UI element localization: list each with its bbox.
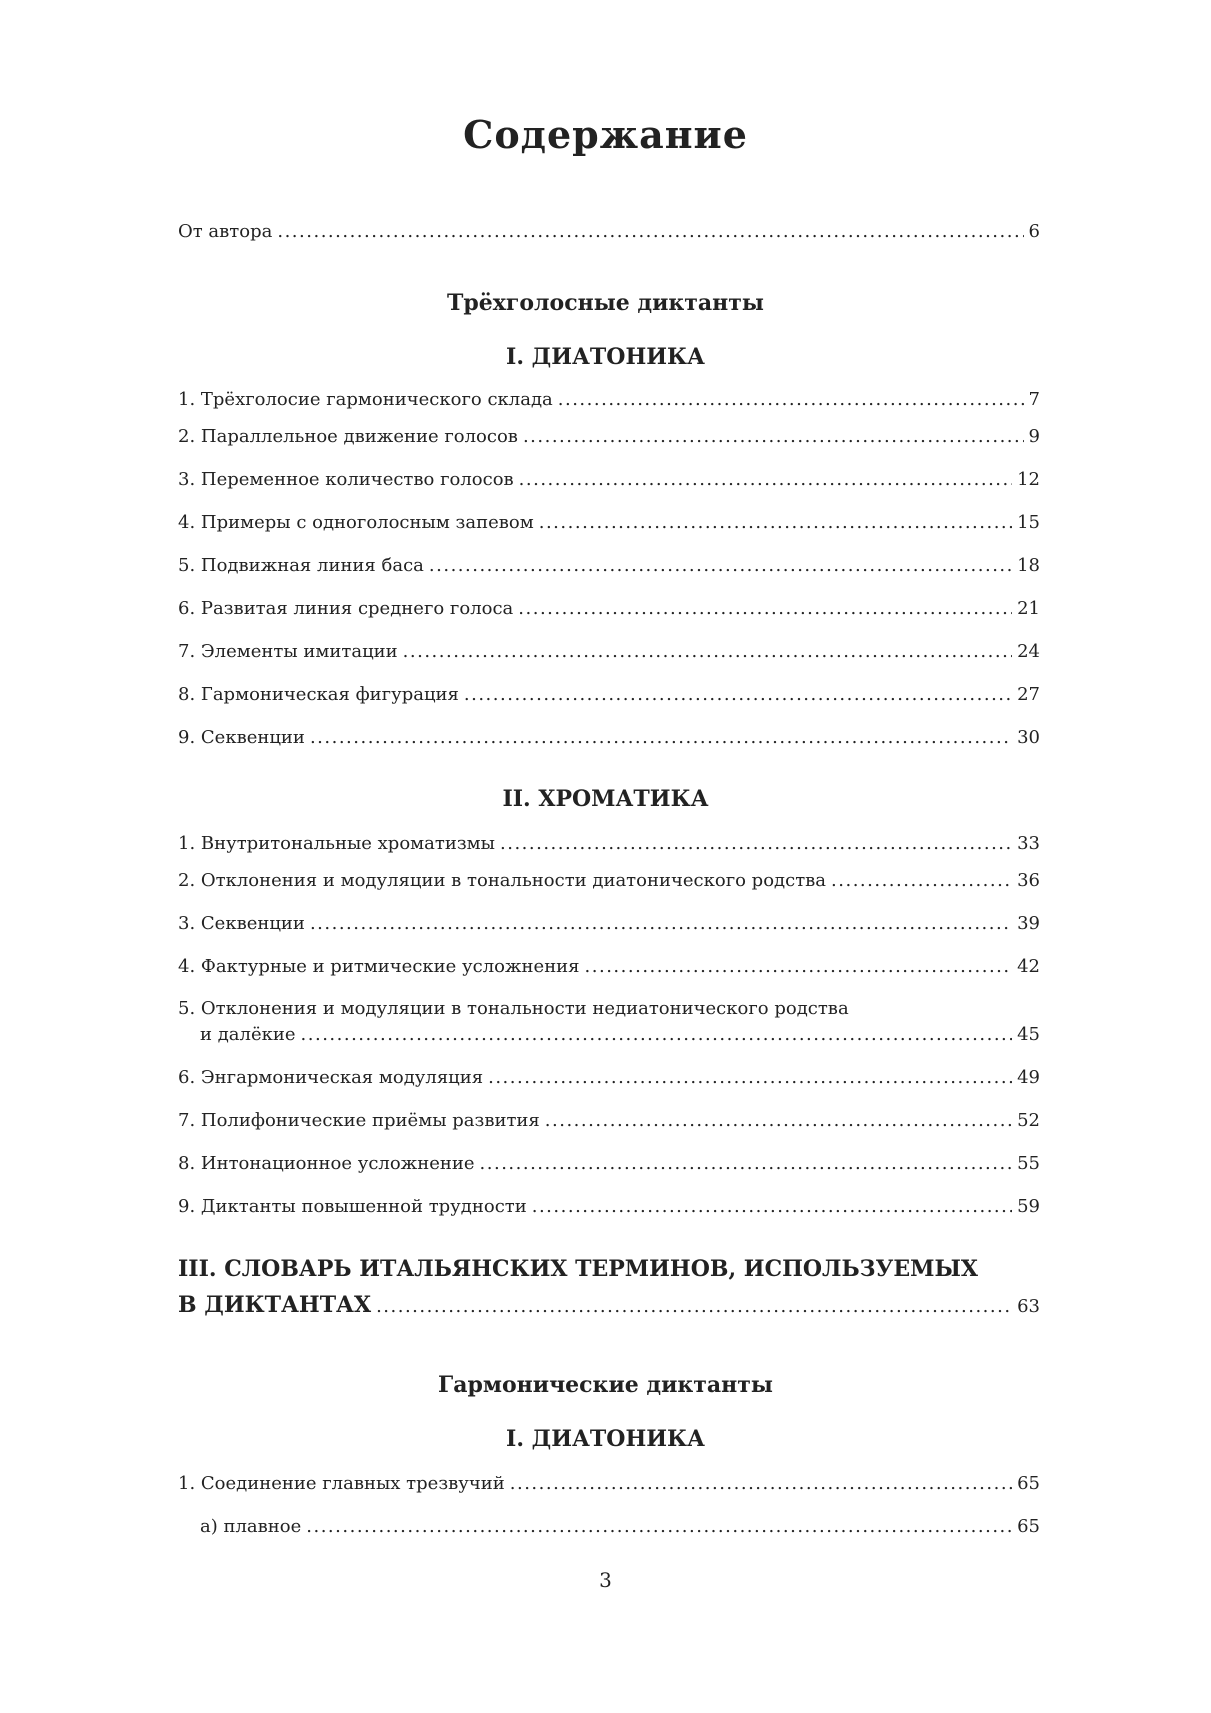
toc-entry[interactable]: [178, 598, 1040, 620]
toc-label: 8. Интонационное усложнение: [178, 1153, 475, 1174]
toc-label: 7. Полифонические приёмы развития: [178, 1110, 540, 1131]
toc-label: 1. Трёхголосие гармонического склада: [178, 389, 553, 410]
toc-page: 33: [1017, 833, 1040, 854]
toc-entry[interactable]: [178, 956, 1040, 978]
toc-page: 15: [1017, 512, 1040, 533]
toc-entry[interactable]: [178, 833, 1040, 855]
toc-label: 9. Диктанты повышенной трудности: [178, 1196, 527, 1217]
dictionary-heading-line1[interactable]: III. СЛОВАРЬ ИТАЛЬЯНСКИХ ТЕРМИНОВ, ИСПОЛЬЗУЕМЫХ: [178, 1256, 978, 1282]
toc-entry[interactable]: [178, 684, 1040, 706]
toc-entry-dictionary[interactable]: [178, 1292, 1040, 1320]
toc-label-line2: и далёкие: [200, 1024, 296, 1045]
toc-page: 36: [1017, 870, 1040, 891]
toc-entry[interactable]: [178, 870, 1040, 892]
toc-label-line1[interactable]: 5. Отклонения и модуляции в тональности недиатонического родства: [178, 998, 849, 1019]
toc-entry-sub[interactable]: [200, 1516, 1040, 1538]
toc-entry[interactable]: [178, 1110, 1040, 1132]
toc-entry[interactable]: [178, 389, 1040, 411]
section-heading-chromatic: II. ХРОМАТИКА: [502, 786, 709, 812]
toc-page: 65: [1017, 1473, 1040, 1494]
toc-label: 8. Гармоническая фигурация: [178, 684, 459, 705]
toc-label: 3. Секвенции: [178, 913, 305, 934]
toc-page: 18: [1017, 555, 1040, 576]
dictionary-heading-line2: В ДИКТАНТАХ: [178, 1292, 372, 1318]
page-number: 3: [599, 1568, 612, 1592]
toc-label: 7. Элементы имитации: [178, 641, 398, 662]
dot-leader: [510, 1473, 1012, 1495]
toc-page: 65: [1017, 1516, 1040, 1537]
toc-entry-intro[interactable]: [178, 221, 1040, 243]
dot-leader: [500, 833, 1012, 855]
dot-leader: [464, 684, 1012, 706]
toc-page: 52: [1017, 1110, 1040, 1131]
section-heading-diatonic-2: I. ДИАТОНИКА: [506, 1426, 705, 1452]
dot-leader: [480, 1153, 1013, 1175]
toc-entry[interactable]: [178, 426, 1040, 448]
dot-leader: [306, 1516, 1012, 1538]
toc-label: 6. Энгармоническая модуляция: [178, 1067, 484, 1088]
dot-leader: [277, 221, 1023, 243]
dot-leader: [429, 555, 1012, 577]
dot-leader: [539, 512, 1012, 534]
dot-leader: [585, 956, 1013, 978]
toc-page: 21: [1017, 598, 1040, 619]
toc-entry[interactable]: [178, 1473, 1040, 1495]
toc-page: 27: [1017, 684, 1040, 705]
toc-page: 55: [1017, 1153, 1040, 1174]
toc-label: 9. Секвенции: [178, 727, 305, 748]
toc-label: 5. Подвижная линия баса: [178, 555, 424, 576]
dot-leader: [519, 469, 1012, 491]
toc-page: 45: [1017, 1024, 1040, 1045]
toc-label: 4. Примеры с одноголосным запевом: [178, 512, 534, 533]
toc-entry[interactable]: [178, 469, 1040, 491]
dot-leader: [310, 913, 1012, 935]
toc-entry[interactable]: [178, 512, 1040, 534]
toc-page: 24: [1017, 641, 1040, 662]
dot-leader: [523, 426, 1024, 448]
part-heading-three-voice: Трёхголосные диктанты: [447, 290, 764, 316]
toc-entry[interactable]: [178, 1153, 1040, 1175]
toc-page: 9: [1028, 426, 1040, 447]
toc-entry[interactable]: [200, 1024, 1040, 1046]
toc-page: 39: [1017, 913, 1040, 934]
toc-label: 1. Внутритональные хроматизмы: [178, 833, 495, 854]
toc-page: 12: [1017, 469, 1040, 490]
toc-label: 3. Переменное количество голосов: [178, 469, 514, 490]
toc-page: 59: [1017, 1196, 1040, 1217]
toc-entry[interactable]: [178, 1067, 1040, 1089]
toc-entry[interactable]: [178, 641, 1040, 663]
toc-page: 63: [1017, 1296, 1040, 1317]
page-title: Содержание: [463, 112, 748, 157]
dot-leader: [403, 641, 1012, 663]
toc-label: а) плавное: [200, 1516, 302, 1537]
section-heading-diatonic: I. ДИАТОНИКА: [506, 344, 705, 370]
toc-label: 4. Фактурные и ритмические усложнения: [178, 956, 580, 977]
dot-leader: [301, 1024, 1013, 1046]
toc-entry[interactable]: [178, 1196, 1040, 1218]
dot-leader: [532, 1196, 1012, 1218]
dot-leader: [831, 870, 1012, 892]
dot-leader: [518, 598, 1012, 620]
toc-page: 42: [1017, 956, 1040, 977]
toc-page: 7: [1028, 389, 1040, 410]
dot-leader: [545, 1110, 1012, 1132]
toc-label: 2. Параллельное движение голосов: [178, 426, 518, 447]
toc-entry[interactable]: [178, 727, 1040, 749]
part-heading-harmonic: Гармонические диктанты: [438, 1372, 773, 1398]
toc-page: 6: [1028, 221, 1040, 242]
toc-page: 49: [1017, 1067, 1040, 1088]
dot-leader: [558, 389, 1024, 411]
toc-label: 6. Развитая линия среднего голоса: [178, 598, 514, 619]
toc-label: 1. Соединение главных трезвучий: [178, 1473, 505, 1494]
dot-leader: [310, 727, 1012, 749]
dot-leader: [376, 1294, 1012, 1320]
toc-entry[interactable]: [178, 913, 1040, 935]
dot-leader: [488, 1067, 1012, 1089]
toc-label: От автора: [178, 221, 273, 242]
toc-label: 2. Отклонения и модуляции в тональности диатонического родства: [178, 870, 827, 891]
toc-entry[interactable]: [178, 555, 1040, 577]
toc-page: 30: [1017, 727, 1040, 748]
